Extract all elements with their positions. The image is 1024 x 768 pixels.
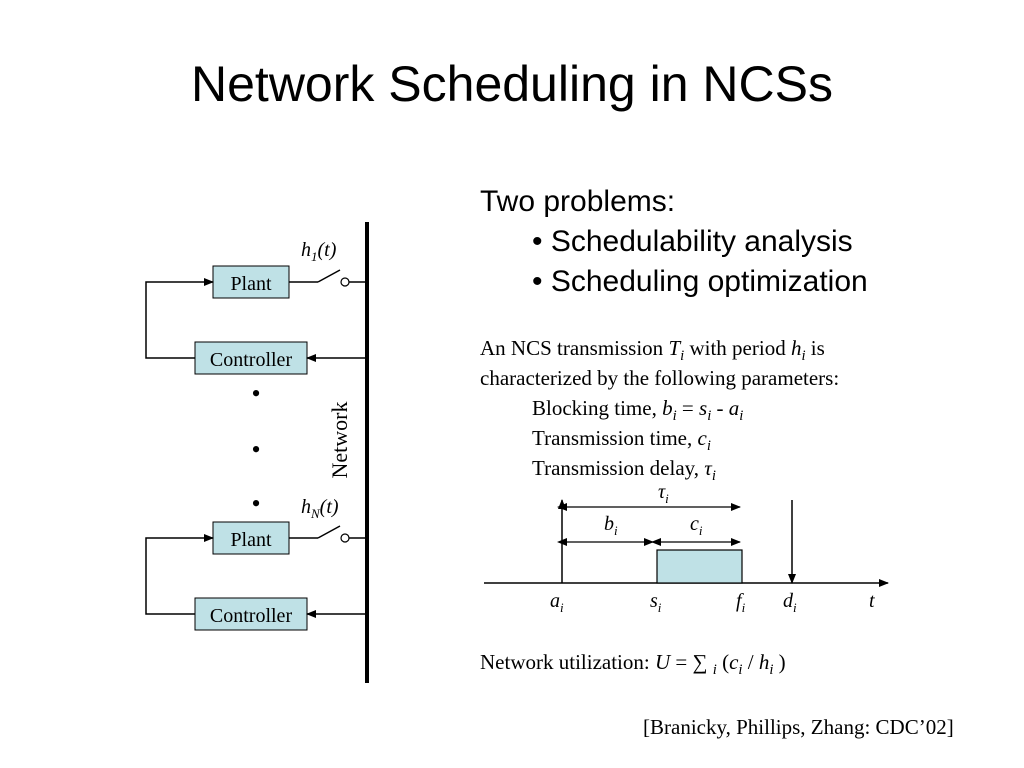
d-label: $d_i$ [783, 590, 797, 615]
controller-label-n: Controller [209, 605, 293, 627]
parameters-intro-line-2: characterized by the following parameters: [480, 366, 840, 390]
parameters-intro-line-1: An NCS transmission $T_i$ with period $h_i$ is [480, 336, 825, 365]
network-label: Network [327, 401, 352, 479]
problem-item-1: • Schedulability analysis [532, 225, 853, 258]
problems-block [480, 182, 868, 302]
ellipsis-dot-1: • [251, 379, 261, 408]
tau-label: $\tau_i$ [658, 481, 669, 506]
f-label: $f_i$ [736, 590, 746, 615]
sampling-label-1: $h_1(t)$ [301, 239, 337, 264]
problem-item-2: • Scheduling optimization [532, 265, 868, 298]
plant-label-1: Plant [230, 273, 272, 295]
b-label: $b_i$ [604, 513, 618, 538]
sampler-contact-n [341, 534, 349, 542]
c-label: $c_i$ [690, 513, 703, 538]
s-label: $s_i$ [650, 590, 662, 615]
network-utilization-formula: Network utilization: U = ∑ $_i$ ($c_i / h_i$ ) [480, 650, 786, 679]
transmission-block [657, 550, 742, 583]
ellipsis-dot-3: • [251, 489, 261, 518]
controller-label-1: Controller [209, 349, 293, 371]
transmission-time-line: Transmission time, $c_i$ [532, 426, 711, 455]
sampler-contact-1 [341, 278, 349, 286]
sampling-label-n: $h_N(t)$ [301, 496, 339, 521]
problems-heading: Two problems: [480, 185, 676, 218]
t-label: t [869, 590, 875, 612]
slide-title: Network Scheduling in NCSs [191, 56, 833, 112]
citation: [Branicky, Phillips, Zhang: CDC’02] [643, 715, 954, 739]
a-label: $a_i$ [550, 590, 564, 615]
transmission-delay-line: Transmission delay, $\tau_i$ [532, 456, 716, 485]
plant-label-n: Plant [230, 529, 272, 551]
sampler-switch-1 [318, 270, 340, 282]
sampler-switch-n [318, 526, 340, 538]
parameters-block [480, 333, 839, 483]
blocking-time-line: Blocking time, $b_i = s_i - a_i$ [532, 396, 744, 425]
ellipsis-dot-2: • [251, 435, 261, 464]
